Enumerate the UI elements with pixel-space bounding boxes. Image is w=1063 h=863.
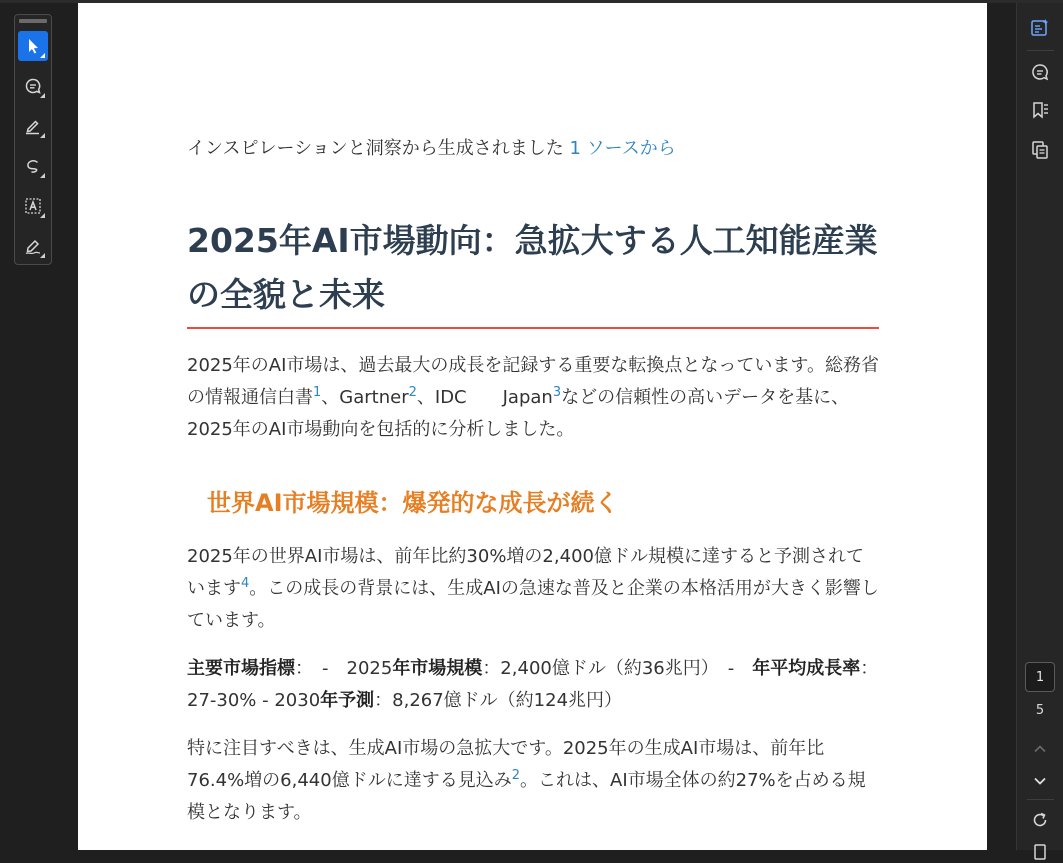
citation-link-3[interactable]: 3 [552, 385, 562, 400]
rotate-page-button[interactable] [1029, 809, 1051, 831]
market-text-1: 2025年の世界AI市場は、前年比約30%増の2,400億ドル規模に達すると予測されています [187, 546, 864, 599]
bookmarks-icon [1030, 100, 1050, 120]
intro-text-1: 2025年のAI市場は、過去最大の成長を記録する重要な転換点となっています。総務省の情報通信白書 [187, 355, 879, 408]
bookmarks-button[interactable] [1029, 99, 1051, 121]
previous-page-button[interactable] [1029, 738, 1051, 760]
source-link[interactable]: 1 ソースから [569, 138, 676, 159]
title-underline-rule [187, 327, 879, 329]
sign-tool-button[interactable] [18, 231, 48, 261]
source-caption: インスピレーションと洞察から生成されました [187, 138, 564, 159]
annotation-toolbar [14, 14, 52, 265]
document-title: 2025年AI市場動向：急拡大する人工知能産業の全貌と未来 [187, 221, 878, 314]
right-sidebar [1016, 3, 1063, 850]
select-tool-button[interactable] [18, 31, 48, 61]
indicator-value-forecast: ：8,267億ドル（約124兆円） [374, 690, 623, 711]
indicator-key-market-size: 年市場規模 [392, 658, 483, 679]
intro-paragraph [187, 350, 879, 446]
citation-link-2b[interactable]: 2 [511, 768, 520, 783]
generated-source-line [187, 134, 676, 160]
market-text-2: 。この成長の背景には、生成AIの急速な普及と企業の本格活用が大きく影響しています。 [187, 578, 879, 631]
toolbar-drag-handle[interactable] [19, 19, 47, 23]
citation-link-2[interactable]: 2 [408, 385, 417, 400]
sidebar-separator [1027, 799, 1054, 800]
citation-link-1[interactable]: 1 [313, 385, 322, 400]
total-pages-label: 5 [1035, 703, 1045, 718]
text-select-tool-button[interactable] [18, 191, 48, 221]
citation-link-4[interactable]: 4 [241, 576, 250, 591]
indicator-value-market-size: ：2,400億ドル（約36兆円） - [482, 658, 753, 679]
ai-summary-button[interactable] [1029, 17, 1051, 39]
comment-tool-button[interactable] [18, 71, 48, 101]
generative-ai-paragraph [187, 733, 879, 829]
comments-panel-button[interactable] [1029, 61, 1051, 83]
indicator-key-forecast: 年予測 [320, 690, 375, 711]
tool-options-indicator [40, 253, 45, 258]
rotate-icon [1030, 810, 1050, 830]
document-icon [1030, 842, 1050, 862]
sidebar-separator [1027, 50, 1054, 51]
genai-text-2: 。これは、AI市場全体の約27%を占める規模となります。 [187, 770, 866, 823]
draw-tool-button[interactable] [18, 151, 48, 181]
tool-options-indicator [40, 133, 45, 138]
indicators-label: 主要市場指標 [187, 658, 295, 679]
tool-options-indicator [40, 53, 45, 58]
section-heading: 世界AI市場規模：爆発的な成長が続く [207, 489, 619, 517]
chevron-down-icon [1030, 771, 1050, 791]
more-tools-button[interactable] [1029, 841, 1051, 863]
tool-options-indicator [40, 213, 45, 218]
key-indicators-paragraph [187, 653, 879, 717]
tool-options-indicator [40, 93, 45, 98]
market-size-paragraph [187, 541, 879, 637]
document-page[interactable] [78, 3, 987, 850]
indicator-value-cagr: ：27-30% - 2030 [187, 658, 879, 711]
pages-thumbnails-icon [1030, 140, 1050, 160]
ai-summary-icon [1030, 18, 1050, 38]
indicator-key-cagr: 年平均成長率 [752, 658, 861, 679]
tool-options-indicator [40, 173, 45, 178]
genai-text-1: 特に注目すべきは、生成AI市場の急拡大です。2025年の生成AI市場は、前年比76.4%増の6,440億ドルに達する見込み [187, 738, 825, 791]
intro-text-4: などの信頼性の高いデータを基に、2025年のAI市場動向を包括的に分析しました。 [187, 387, 850, 440]
next-page-button[interactable] [1029, 770, 1051, 792]
intro-text-2: 、Gartner [321, 387, 409, 408]
highlight-tool-button[interactable] [18, 111, 48, 141]
page-thumbnails-button[interactable] [1029, 139, 1051, 161]
comments-panel-icon [1030, 62, 1050, 82]
intro-text-3: 、IDC Japan [416, 387, 553, 408]
current-page-input[interactable]: 1 [1025, 662, 1055, 692]
chevron-up-icon [1030, 739, 1050, 759]
indicators-text-1: ： - 2025 [295, 658, 393, 679]
